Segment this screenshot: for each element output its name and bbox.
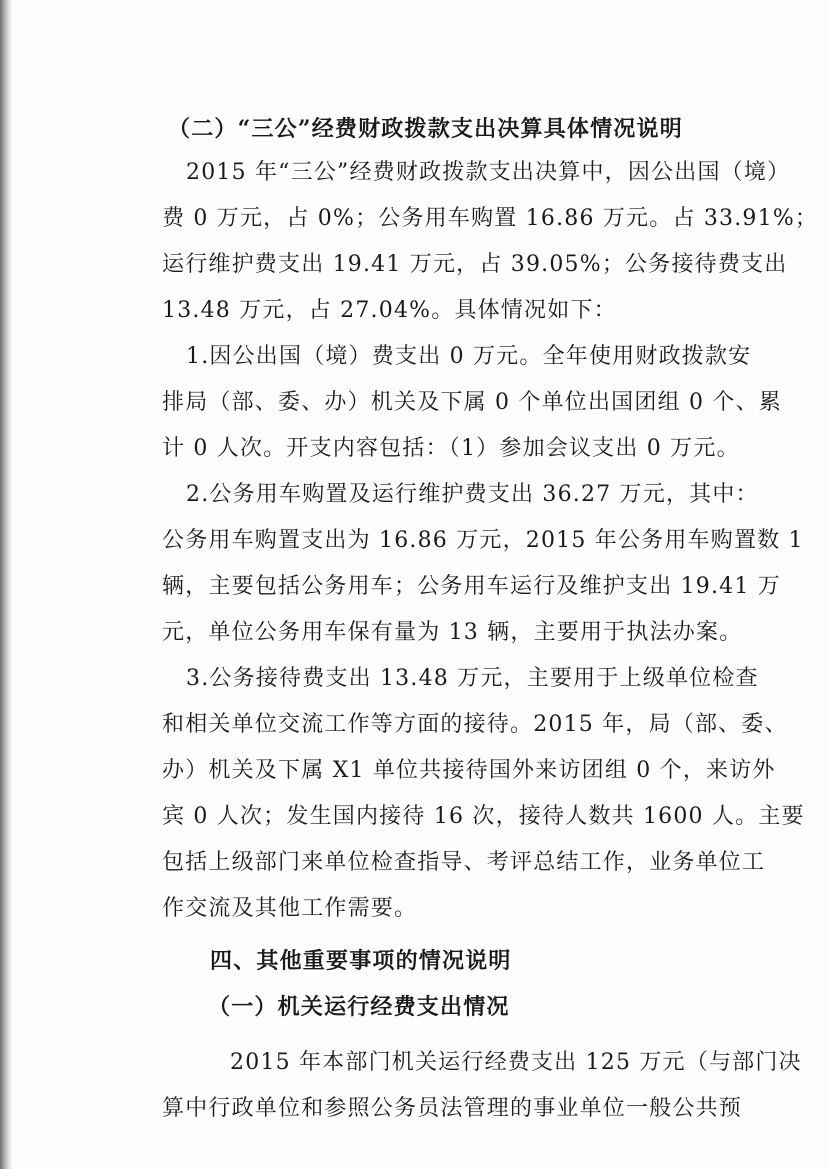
item2-line-2: 公务用车购置支出为 16.86 万元，2015 年公务用车购置数 1	[162, 528, 804, 553]
item1-line-3: 计 0 人次。开支内容包括：（1）参加会议支出 0 万元。	[162, 436, 740, 461]
scan-edge-shadow	[0, 0, 12, 1169]
operating-costs-line-2: 算中行政单位和参照公务员法管理的事业单位一般公共预	[162, 1096, 743, 1121]
summary-line-3: 运行维护费支出 19.41 万元，占 39.05%；公务接待费支出	[162, 252, 788, 277]
item2-line-1: 2.公务用车购置及运行维护费支出 36.27 万元，其中：	[186, 482, 759, 507]
summary-line-2: 费 0 万元，占 0%；公务用车购置 16.86 万元。占 33.91%；	[162, 206, 819, 231]
operating-costs-line-1: 2015 年本部门机关运行经费支出 125 万元（与部门决	[230, 1050, 802, 1075]
subsection-1-heading: （一）机关运行经费支出情况	[208, 994, 510, 1020]
section-4-heading: 四、其他重要事项的情况说明	[210, 948, 512, 974]
item1-line-2: 排局（部、委、办）机关及下属 0 个单位出国团组 0 个、累	[162, 390, 782, 415]
item2-line-3: 辆，主要包括公务用车；公务用车运行及维护支出 19.41 万	[162, 574, 781, 599]
section-heading-san-gong: （二）“三公”经费财政拨款支出决算具体情况说明	[168, 116, 683, 142]
item3-line-2: 和相关单位交流工作等方面的接待。2015 年，局（部、委、	[162, 712, 788, 737]
item3-line-3: 办）机关及下属 X1 单位共接待国外来访团组 0 个，来访外	[162, 758, 776, 783]
item3-line-4: 宾 0 人次；发生国内接待 16 次，接待人数共 1600 人。主要	[162, 804, 805, 829]
item2-line-4: 元，单位公务用车保有量为 13 辆，主要用于执法办案。	[162, 620, 743, 645]
item3-line-1: 3.公务接待费支出 13.48 万元，主要用于上级单位检查	[186, 666, 759, 691]
item1-line-1: 1.因公出国（境）费支出 0 万元。全年使用财政拨款安	[186, 344, 752, 369]
summary-line-1: 2015 年“三公”经费财政拨款支出决算中，因公出国（境）	[186, 160, 791, 185]
item3-line-5: 包括上级部门来单位检查指导、考评总结工作，业务单位工	[162, 850, 766, 875]
summary-line-4: 13.48 万元，占 27.04%。具体情况如下：	[162, 298, 617, 323]
item3-line-6: 作交流及其他工作需要。	[162, 896, 418, 921]
